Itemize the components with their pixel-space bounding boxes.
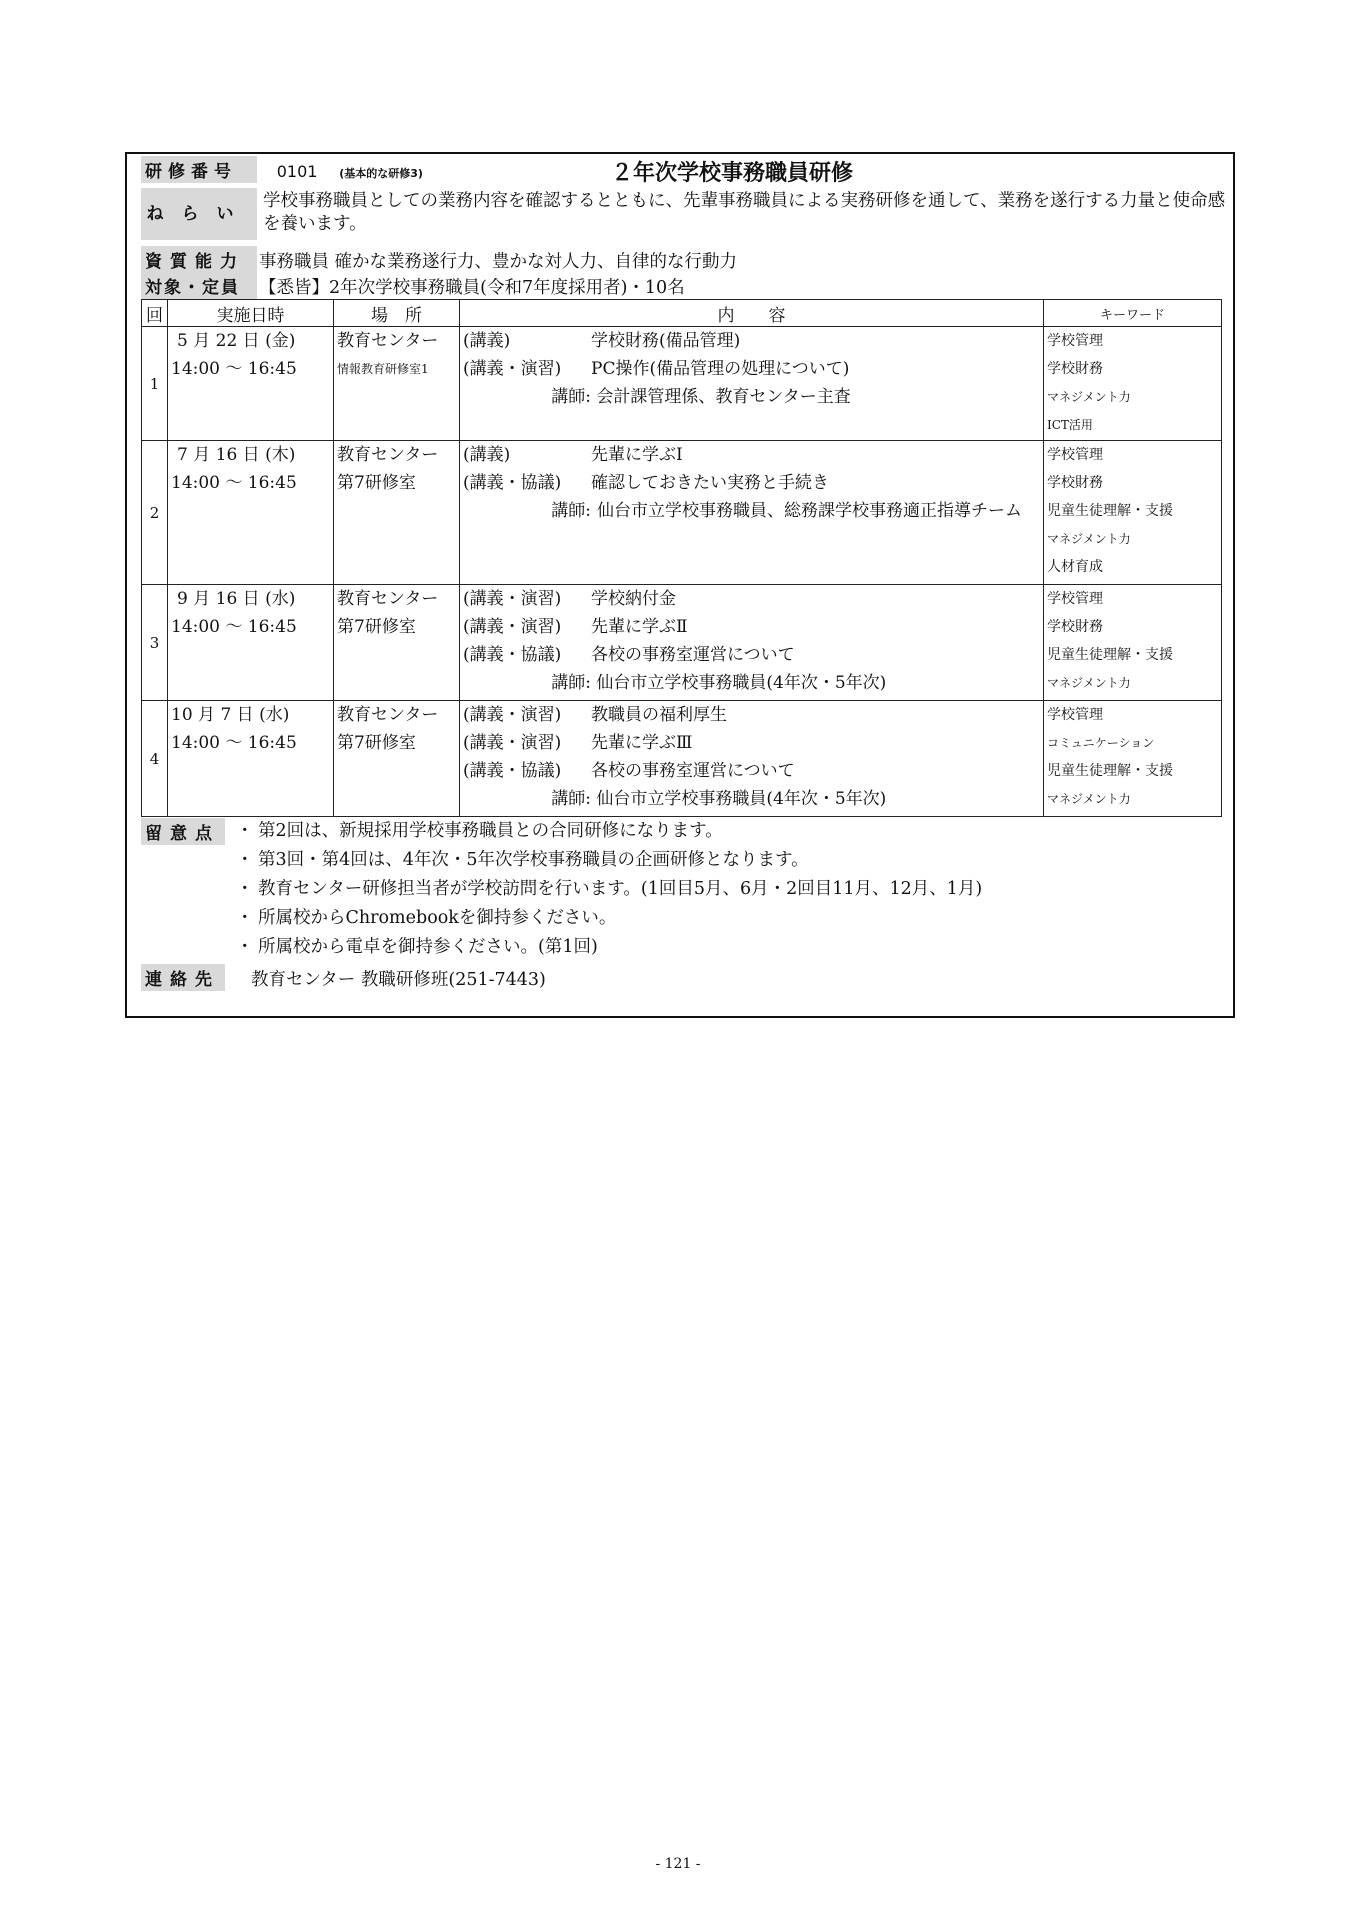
aim-text: 学校事務職員としての業務内容を確認するとともに、先輩事務職員による実務研修を通して、業務を遂行する力量と使命感を養います。 (263, 191, 1226, 234)
ability-row (141, 246, 1219, 272)
instructor-text: 仙台市立学校事務職員(4年次・5年次) (596, 673, 887, 693)
session-date: 10 月 7 日 (水) (171, 705, 290, 725)
content-text: 確認しておきたい実務と手続き (591, 473, 829, 493)
content-item (463, 469, 1040, 497)
instructor-text: 会計課管理係、教育センター主査 (596, 387, 851, 407)
keyword: 児童生徒理解・支援 (1047, 763, 1173, 779)
course-number: 0101 (276, 162, 318, 181)
course-category: (基本的な研修3) (339, 167, 423, 180)
content-item (463, 641, 1040, 669)
session-date: 7 月 16 日 (木) (177, 445, 296, 465)
table-row (142, 327, 1222, 441)
session-content (460, 441, 1044, 585)
content-text: 各校の事務室運営について (591, 645, 795, 665)
keyword: 学校財務 (1047, 619, 1103, 635)
keyword: ICT活用 (1047, 418, 1093, 432)
session-place (334, 585, 460, 701)
content-item (463, 757, 1040, 785)
session-no: 4 (142, 701, 168, 817)
keyword: 学校管理 (1047, 707, 1103, 723)
content-type: (講義・演習) (463, 705, 562, 725)
table-row (142, 441, 1222, 585)
contact-text: 教育センター 教職研修班(251-7443) (251, 970, 546, 990)
header-place: 場 所 (334, 300, 460, 327)
notes-label: 留意点 (141, 818, 225, 845)
target-label: 対象・定員 (141, 272, 257, 299)
table-row (142, 585, 1222, 701)
instructor-label: 講師: (551, 501, 591, 521)
content-text: 先輩に学ぶⅠ (591, 445, 683, 465)
aim-row (141, 188, 1226, 238)
note-text: 第3回・第4回は、4年次・5年次学校事務職員の企画研修となります。 (258, 850, 809, 870)
header-date: 実施日時 (168, 300, 334, 327)
keyword: 学校管理 (1047, 591, 1103, 607)
note-text: 教育センター研修担当者が学校訪問を行います。(1回目5月、6月・2回目11月、12月、1月) (258, 879, 983, 899)
table-header-row (142, 300, 1222, 327)
content-type: (講義・演習) (463, 359, 562, 379)
session-datetime (168, 585, 334, 701)
keyword: 学校管理 (1047, 447, 1103, 463)
keyword: 学校財務 (1047, 475, 1103, 491)
session-datetime (168, 327, 334, 441)
keyword: 児童生徒理解・支援 (1047, 503, 1173, 519)
target-text: 【悉皆】2年次学校事務職員(令和7年度採用者)・10名 (259, 278, 685, 298)
keyword: 学校財務 (1047, 361, 1103, 377)
instructor-label: 講師: (551, 387, 591, 407)
session-content (460, 585, 1044, 701)
content-item (463, 441, 1040, 469)
contact-row (141, 964, 1219, 991)
note-text: 所属校からChromebookを御持参ください。 (258, 908, 617, 928)
content-item (463, 729, 1040, 757)
content-type: (講義・協議) (463, 645, 562, 665)
content-item (463, 355, 1040, 383)
keyword: 学校管理 (1047, 333, 1103, 349)
session-no: 1 (142, 327, 168, 441)
content-type: (講義・協議) (463, 761, 562, 781)
ability-label: 資質能力 (141, 246, 257, 273)
place-name: 教育センター (337, 445, 439, 465)
session-time: 14:00 ～ 16:45 (171, 473, 297, 493)
header-row (141, 156, 1219, 184)
session-keywords (1044, 327, 1222, 441)
keyword: 人材育成 (1047, 559, 1103, 575)
content-type: (講義) (463, 445, 511, 465)
session-date: 5 月 22 日 (金) (177, 331, 296, 351)
page-number: - 121 - (655, 1856, 701, 1872)
session-datetime (168, 701, 334, 817)
content-item (463, 585, 1040, 613)
session-time: 14:00 ～ 16:45 (171, 617, 297, 637)
place-name: 教育センター (337, 705, 439, 725)
course-number-label: 研修番号 (141, 156, 257, 183)
session-content (460, 327, 1044, 441)
instructor-text: 仙台市立学校事務職員(4年次・5年次) (596, 789, 887, 809)
content-text: 先輩に学ぶⅡ (591, 617, 688, 637)
content-item (463, 613, 1040, 641)
notes-list (236, 818, 1136, 963)
content-type: (講義・演習) (463, 589, 562, 609)
place-room: 第7研修室 (337, 473, 416, 493)
contact-label: 連絡先 (141, 964, 225, 991)
session-keywords (1044, 441, 1222, 585)
session-time: 14:00 ～ 16:45 (171, 359, 297, 379)
session-date: 9 月 16 日 (水) (177, 589, 296, 609)
session-place (334, 327, 460, 441)
list-item: ・ 所属校からChromebookを御持参ください。 (236, 908, 617, 928)
session-datetime (168, 441, 334, 585)
instructor-text: 仙台市立学校事務職員、総務課学校事務適正指導チーム (597, 501, 1022, 521)
ability-text: 事務職員 確かな業務遂行力、豊かな対人力、自律的な行動力 (259, 252, 738, 272)
keyword: マネジメント力 (1047, 532, 1131, 546)
list-item: ・ 教育センター研修担当者が学校訪問を行います。(1回目5月、6月・2回目11月、12月、1月) (236, 879, 983, 899)
place-name: 教育センター (337, 589, 439, 609)
note-text: 所属校から電卓を御持参ください。(第1回) (258, 937, 598, 957)
keyword: マネジメント力 (1047, 676, 1131, 690)
content-text: 各校の事務室運営について (591, 761, 795, 781)
content-type: (講義・協議) (463, 473, 562, 493)
keyword: コミュニケーション (1047, 736, 1155, 750)
session-time: 14:00 ～ 16:45 (171, 733, 297, 753)
course-sheet (125, 152, 1235, 1018)
session-place (334, 441, 460, 585)
course-title: ２年次学校事務職員研修 (611, 161, 854, 186)
content-item (463, 327, 1040, 355)
content-text: 学校財務(備品管理) (591, 331, 741, 351)
place-room: 第7研修室 (337, 617, 416, 637)
header-no: 回 (142, 300, 168, 327)
content-item (463, 701, 1040, 729)
keyword: 児童生徒理解・支援 (1047, 647, 1173, 663)
content-text: 学校納付金 (591, 589, 676, 609)
content-type: (講義) (463, 331, 511, 351)
target-row (141, 272, 1219, 298)
instructor-line (463, 785, 1040, 813)
content-text: 教職員の福利厚生 (591, 705, 727, 725)
aim-label: ねらい (141, 188, 257, 240)
header-keywords: キーワード (1044, 300, 1222, 327)
session-no: 2 (142, 441, 168, 585)
session-no: 3 (142, 585, 168, 701)
instructor-line (463, 383, 1040, 411)
header-content: 内 容 (460, 300, 1044, 327)
list-item: ・ 所属校から電卓を御持参ください。(第1回) (236, 937, 598, 957)
content-type: (講義・演習) (463, 617, 562, 637)
place-room: 情報教育研修室1 (337, 362, 429, 376)
keyword: マネジメント力 (1047, 390, 1131, 404)
instructor-label: 講師: (551, 673, 591, 693)
instructor-line (463, 497, 1040, 522)
list-item: ・ 第2回は、新規採用学校事務職員との合同研修になります。 (236, 821, 723, 841)
session-keywords (1044, 701, 1222, 817)
note-text: 第2回は、新規採用学校事務職員との合同研修になります。 (258, 821, 723, 841)
place-name: 教育センター (337, 331, 439, 351)
schedule-table (141, 299, 1222, 817)
instructor-line (463, 669, 1040, 697)
instructor-label: 講師: (551, 789, 591, 809)
list-item: ・ 第3回・第4回は、4年次・5年次学校事務職員の企画研修となります。 (236, 850, 809, 870)
content-type: (講義・演習) (463, 733, 562, 753)
place-room: 第7研修室 (337, 733, 416, 753)
keyword: マネジメント力 (1047, 792, 1131, 806)
table-row (142, 701, 1222, 817)
content-text: 先輩に学ぶⅢ (591, 733, 693, 753)
session-content (460, 701, 1044, 817)
session-place (334, 701, 460, 817)
session-keywords (1044, 585, 1222, 701)
content-text: PC操作(備品管理の処理について) (591, 359, 850, 379)
